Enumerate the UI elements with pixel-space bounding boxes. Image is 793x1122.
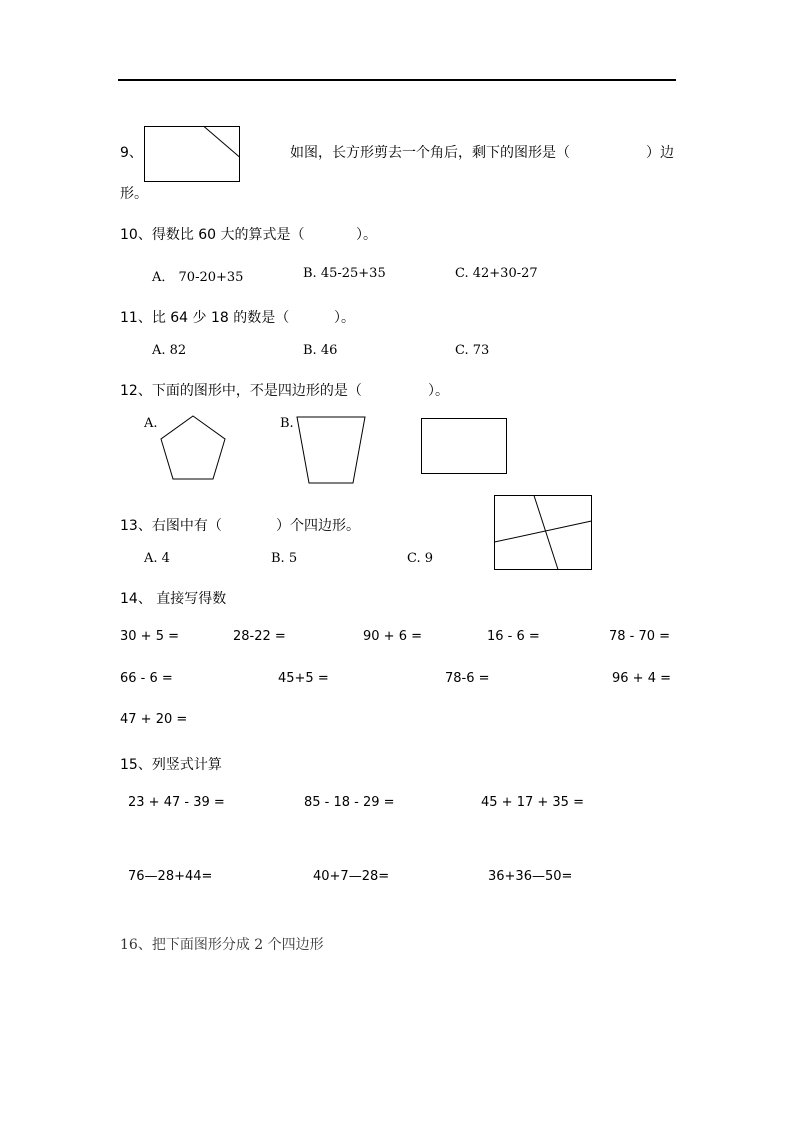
q11-question-text: 11、比 64 少 18 的数是（ — [120, 310, 290, 326]
q10-option-b: B. 45-25+35 — [303, 266, 386, 281]
q13-option-a: A. 4 — [144, 551, 170, 566]
q14-calc-4: 16 - 6 = — [487, 629, 540, 644]
q14-calc-6: 66 - 6 = — [120, 671, 173, 686]
q11-option-a: A. 82 — [152, 343, 187, 358]
q15-calc-1: 23 + 47 - 39 = — [128, 795, 225, 810]
q13-question-text: 13、右图中有（ — [120, 518, 222, 534]
q9-question-wrap: 形。 — [120, 186, 148, 202]
q13-option-b: B. 5 — [271, 551, 298, 566]
q12-label-a: A. — [144, 416, 158, 431]
q9-rectangle-figure — [144, 126, 241, 183]
q14-calc-5: 78 - 70 = — [609, 629, 671, 644]
header-rule — [118, 79, 676, 81]
q9-question-close: ）边 — [646, 145, 674, 161]
q14-calc-1: 30 + 5 = — [120, 629, 179, 644]
q13-divided-rectangle-figure — [494, 495, 593, 571]
q12-trapezoid-figure — [295, 415, 367, 485]
q9-question-text: 如图，长方形剪去一个角后，剩下的图形是（ — [290, 145, 570, 161]
q14-calc-3: 90 + 6 = — [363, 629, 422, 644]
q13-option-c: C. 9 — [407, 551, 434, 566]
q11-question-close: ）。 — [334, 310, 355, 326]
q11-option-b: B. 46 — [303, 343, 338, 358]
q15-calc-2: 85 - 18 - 29 = — [304, 795, 395, 810]
q10-question-close: ）。 — [356, 227, 377, 243]
q12-pentagon-figure — [158, 414, 228, 482]
q15-calc-4: 76—28+44= — [128, 869, 213, 884]
q16-question-text: 16、把下面图形分成 2 个四边形 — [120, 937, 324, 953]
q15-calc-3: 45 + 17 + 35 = — [481, 795, 584, 810]
q14-calc-8: 78-6 = — [445, 671, 490, 686]
q12-question-text: 12、下面的图形中，不是四边形的是（ — [120, 383, 362, 399]
q11-option-c: C. 73 — [455, 343, 490, 358]
q14-calc-9: 96 + 4 = — [612, 671, 671, 686]
q14-calc-10: 47 + 20 = — [120, 712, 188, 727]
q14-title: 14、 直接写得数 — [120, 591, 227, 607]
q15-title: 15、列竖式计算 — [120, 757, 222, 773]
q14-calc-7: 45+5 = — [278, 671, 329, 686]
q10-option-c: C. 42+30-27 — [455, 266, 538, 281]
q12-rectangle-figure — [421, 418, 509, 475]
q15-calc-6: 36+36—50= — [488, 869, 573, 884]
q12-label-b: B. — [280, 416, 294, 431]
q12-question-close: ）。 — [428, 383, 449, 399]
q15-calc-5: 40+7—28= — [313, 869, 390, 884]
q10-option-a: A． 70-20+35 — [152, 270, 244, 285]
q14-calc-2: 28-22 = — [233, 629, 286, 644]
q13-question-close: ）个四边形。 — [276, 518, 360, 534]
q9-number: 9、 — [120, 145, 143, 161]
q10-question-text: 10、得数比 60 大的算式是（ — [120, 227, 305, 243]
